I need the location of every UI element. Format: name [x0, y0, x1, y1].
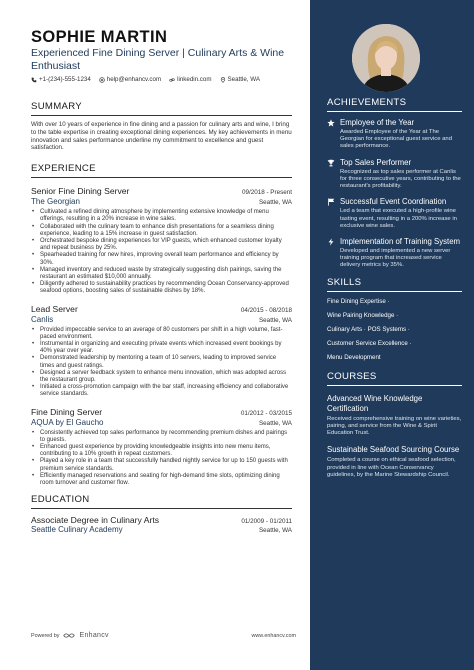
enhancv-logo-icon — [63, 632, 75, 639]
flag-icon — [327, 198, 335, 206]
job-company: Canlis — [31, 314, 54, 324]
bullet-item: • Efficiently managed reservations and seating for high-demand time slots, optimizing dining room turnover and customer flow. — [31, 473, 292, 487]
location-pin-icon — [220, 77, 226, 83]
bullet-item: • Enhanced guest experience by providing knowledgeable insights into new menu items, contributing to a 10% growth in repeat customers. — [31, 444, 292, 458]
achievement-item — [327, 197, 462, 230]
trophy-icon — [327, 159, 335, 167]
portrait-image — [352, 24, 420, 92]
phone-icon — [31, 77, 37, 83]
link-icon — [169, 77, 175, 83]
skill-line: Customer Service Excellence · — [327, 340, 412, 348]
bullet-item: • Instrumental in organizing and executing private events which increased event bookings by 40% year over year. — [31, 341, 292, 355]
course-desc: Received comprehensive training on wine varieties, pairing, and service from the Wine & Spirit Education Trust. — [327, 415, 462, 437]
footer-url[interactable]: www.enhancv.com — [251, 632, 296, 639]
education-location: Seattle, WA — [258, 527, 292, 535]
job-entry — [31, 407, 292, 488]
summary-text: With over 10 years of experience in fine dining and a passion for culinary arts and wine, I bring to the table expertise in creating exceptional dining experiences. My key achievements in menu innovation and sales performance underline my commitment to excellence and guest satisfaction. — [31, 121, 292, 152]
skills-heading: SKILLS — [327, 277, 462, 292]
education-heading: EDUCATION — [31, 494, 292, 509]
achievement-desc: Recognized as top sales performer at Canlis for three consecutive years, contributing to the restaurant's profitability. — [340, 168, 461, 190]
footer — [31, 632, 296, 639]
bullet-item: • Initiated a cross-promotion campaign with the bar staff, increasing efficiency and collaborative service standards. — [31, 384, 292, 398]
bullet-item: • Cultivated a refined dining atmosphere by implementing extensive knowledge of menu offerings, resulting in a 20% increase in wine sales. — [31, 209, 292, 223]
location-text: Seattle, WA — [227, 76, 260, 83]
bullet-item: • Played a key role in a team that successfully handled nightly service for up to 150 guests with premium service standards. — [31, 458, 292, 472]
bullet-item: • Provided impeccable service to an average of 80 customers per shift in a high volume, fast-paced environment. — [31, 327, 292, 341]
summary-heading: SUMMARY — [31, 101, 292, 116]
course-title: Sustainable Seafood Sourcing Course — [327, 445, 460, 455]
skill-line: Culinary Arts · POS Systems · — [327, 326, 410, 334]
at-icon — [99, 77, 105, 83]
job-company: AQUA by El Gaucho — [31, 417, 104, 427]
education-dates: 01/2009 - 01/2011 — [241, 518, 292, 526]
achievement-title: Successful Event Coordination — [340, 197, 447, 207]
achievements-list — [327, 118, 462, 269]
achievement-desc: Led a team that executed a high-profile wine tasting event, resulting in a 200% increase in exclusive wine sales. — [340, 208, 457, 229]
job-bullets — [31, 209, 292, 295]
job-role: Lead Server — [31, 303, 78, 314]
job-location: Seattle, WA — [258, 316, 292, 324]
course-item — [327, 445, 462, 479]
bullet-item: • Spearheaded training for new hires, improving overall team performance and efficiency by 30%. — [31, 252, 292, 266]
job-bullets — [31, 327, 292, 399]
achievement-title: Employee of the Year — [340, 118, 415, 127]
skills-list — [327, 298, 462, 361]
bullet-item: • Collaborated with the culinary team to enhance dish presentations for a seamless dining experience, leading to a 15% increase in guest satisfaction. — [31, 224, 292, 238]
candidate-title: Experienced Fine Dining Server | Culinary Arts & Wine Enthusiast — [31, 47, 285, 72]
education-degree: Associate Degree in Culinary Arts — [31, 515, 160, 526]
achievement-title: Top Sales Performer — [340, 157, 412, 167]
achievement-item — [327, 158, 462, 191]
achievement-item — [327, 118, 462, 151]
job-company: The Georgian — [31, 197, 80, 207]
powered-by-label: Powered by — [31, 632, 60, 639]
sidebar — [310, 0, 474, 670]
linkedin-text: linkedin.com — [177, 76, 212, 83]
avatar — [352, 24, 420, 92]
job-role: Fine Dining Server — [31, 406, 103, 417]
job-location: Seattle, WA — [258, 419, 292, 427]
job-dates: 04/2015 - 08/2018 — [240, 306, 292, 314]
job-entry — [31, 186, 292, 295]
contact-phone[interactable] — [31, 76, 91, 83]
courses-heading: COURSES — [327, 371, 462, 386]
phone-text: +1-(234)-555-1234 — [39, 76, 91, 83]
contact-bar — [31, 76, 292, 83]
contact-location — [220, 76, 260, 83]
skill-line: Fine Dining Expertise · — [327, 298, 390, 306]
bullet-item: • Managed inventory and reduced waste by strategically suggesting dish pairings, saving the restaurant an estimated $10,000 annually. — [31, 267, 292, 281]
skill-line: Menu Development — [327, 354, 381, 362]
achievement-desc: Developed and implemented a new server training program that increased service delivery metrics by 35%. — [340, 248, 451, 269]
job-role: Senior Fine Dining Server — [31, 186, 130, 197]
job-dates: 01/2012 - 03/2015 — [240, 409, 292, 417]
bullet-item: • Demonstrated leadership by mentoring a team of 10 servers, leading to improved service times and guest ratings. — [31, 355, 292, 369]
bullet-item: • Diligently adhered to sustainability practices by recommending Ocean Conservancy-approved seafood options, boosting sales of sustainable dishes by 18%. — [31, 281, 292, 295]
star-icon — [327, 119, 335, 127]
job-entry — [31, 304, 292, 399]
candidate-name: SOPHIE MARTIN — [31, 28, 168, 46]
achievement-title: Implementation of Training System — [340, 236, 461, 246]
job-bullets — [31, 430, 292, 488]
skill-line: Wine Pairing Knowledge · — [327, 312, 399, 320]
contact-email[interactable] — [99, 76, 161, 83]
brand-name: Enhancv — [79, 632, 109, 639]
course-title: Advanced Wine Knowledge Certification — [327, 394, 423, 413]
job-dates: 09/2018 - Present — [241, 189, 292, 197]
bullet-item: • Designed a server feedback system to enhance menu innovation, which was adopted across the restaurant group. — [31, 370, 292, 384]
achievement-desc: Awarded Employee of the Year at The Georgian for exceptional guest service and sales performance. — [340, 129, 452, 150]
job-location: Seattle, WA — [258, 199, 292, 207]
bullet-item: • Consistently achieved top sales performance by recommending premium dishes and pairings to guests. — [31, 430, 292, 444]
lightning-icon — [327, 238, 335, 246]
education-school: Seattle Culinary Academy — [31, 525, 123, 535]
contact-linkedin[interactable] — [169, 76, 211, 83]
achievements-heading: ACHIEVEMENTS — [327, 97, 462, 112]
bullet-item: • Orchestrated bespoke dining experiences for VIP guests, which enhanced customer loyalty and repeat business by 25%. — [31, 238, 292, 252]
experience-heading: EXPERIENCE — [31, 163, 292, 178]
course-item — [327, 394, 462, 437]
email-text: help@enhancv.com — [106, 76, 162, 83]
achievement-item — [327, 237, 462, 270]
course-desc: Completed a course on ethical seafood selection, provided in line with Ocean Conservancy guidelines, by the Marine Stewardship Council. — [327, 457, 456, 478]
